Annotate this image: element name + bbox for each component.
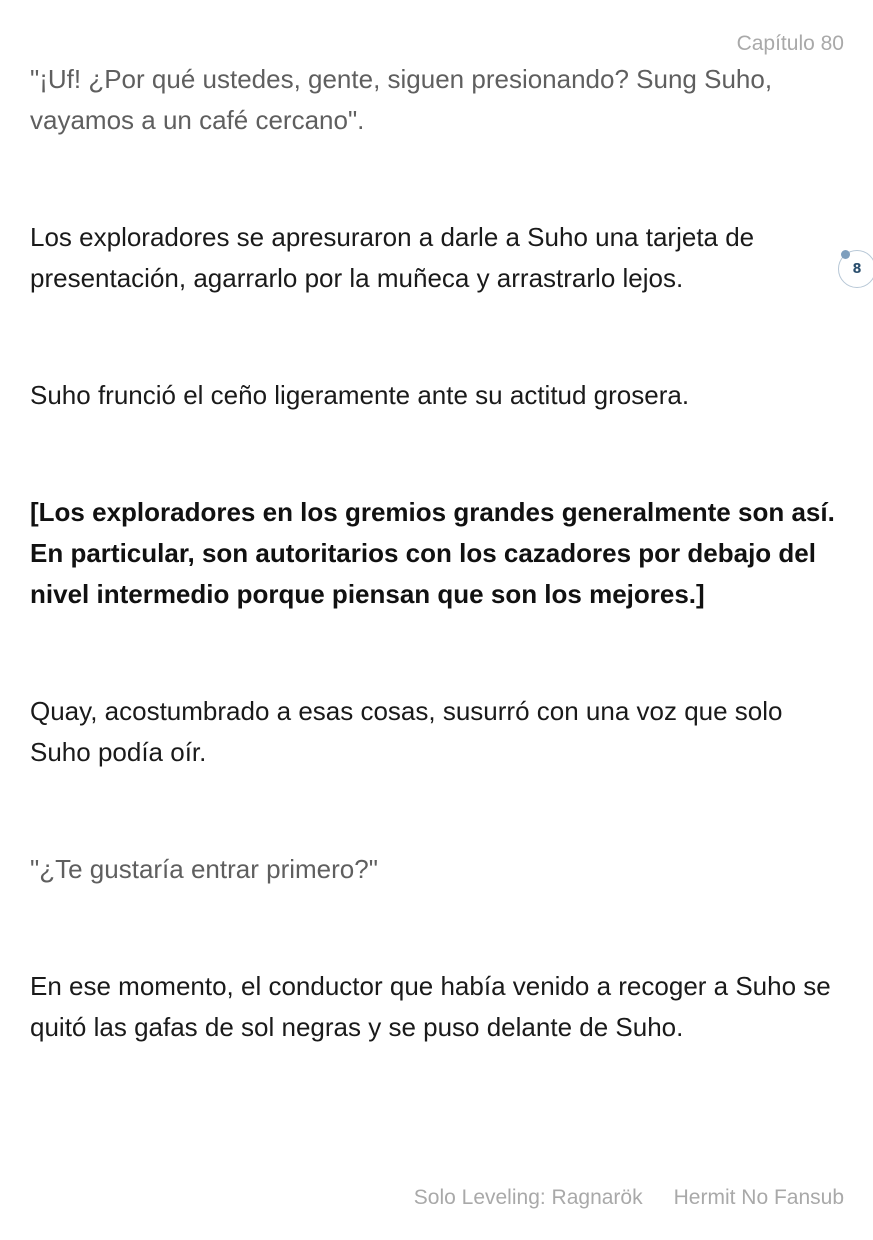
paragraph-system-message: [Los exploradores en los gremios grandes generalmente son así. En particular, son autoritarios con los cazadores por debajo del nivel intermedio porque piensan que son los mejores.] bbox=[30, 497, 835, 609]
paragraph-dialogue: "¿Te gustaría entrar primero?" bbox=[30, 854, 378, 884]
paragraph: Quay, acostumbrado a esas cosas, susurró con una voz que solo Suho podía oír. bbox=[30, 696, 783, 767]
paragraph-spacer bbox=[30, 299, 845, 375]
page-number: 8 bbox=[852, 261, 862, 277]
chapter-label: Capítulo 80 bbox=[736, 32, 844, 55]
paragraph-spacer bbox=[30, 141, 845, 217]
paragraph-spacer bbox=[30, 773, 845, 849]
paragraph-spacer bbox=[30, 890, 845, 966]
paragraph: Suho frunció el ceño ligeramente ante su actitud grosera. bbox=[30, 380, 690, 410]
footer bbox=[414, 1186, 844, 1210]
paragraph: Los exploradores se apresuraron a darle a Suho una tarjeta de presentación, agarrarlo por la muñeca y arrastrarlo lejos. bbox=[30, 222, 755, 293]
paragraph: En ese momento, el conductor que había venido a recoger a Suho se quitó las gafas de sol negras y se puso delante de Suho. bbox=[30, 971, 831, 1042]
paragraph-dialogue: "¡Uf! ¿Por qué ustedes, gente, siguen presionando? Sung Suho, vayamos a un café cercano". bbox=[30, 64, 773, 135]
paragraph-spacer bbox=[30, 615, 845, 691]
badge-dot-icon bbox=[841, 250, 850, 259]
footer-translator: Hermit No Fansub bbox=[673, 1186, 844, 1209]
chapter-text bbox=[30, 59, 845, 1048]
paragraph-spacer bbox=[30, 416, 845, 492]
footer-novel-title: Solo Leveling: Ragnarök bbox=[413, 1186, 643, 1209]
